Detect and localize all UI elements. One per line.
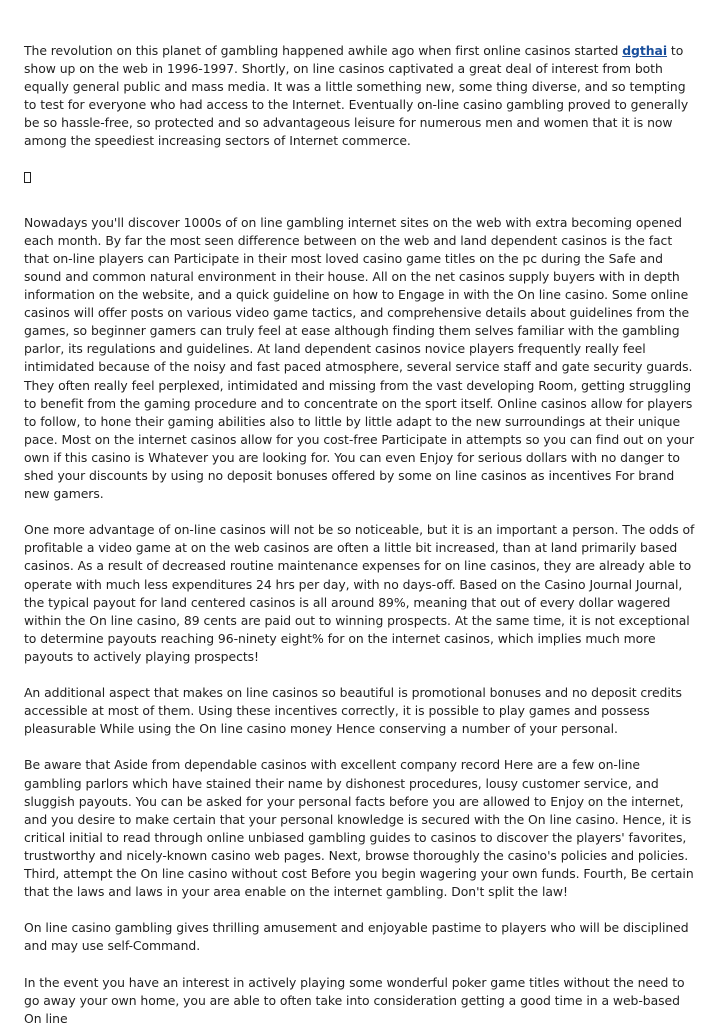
missing-glyph-icon	[24, 172, 31, 183]
paragraph-odds-advantage: One more advantage of on-line casinos will not be so noticeable, but it is an important a person. The odds of profitable a video game at on the web casinos are often a little bit increased, than at land primarily based casinos. As a result of decreased routine maintenance expenses for on line casinos, they are already able to operate with much less expenditures 24 hrs per day, with no days-off. Based on the Casino Journal Journal, the typical payout for land centered casinos is all around 89%, meaning that out of every dollar wagered within the On line casino, 89 cents are paid out to winning prospects. At the same time, it is not exceptional to determine payouts reaching 96-ninety eight% for on the internet casinos, which implies much more payouts to actively playing prospects!	[24, 522, 695, 664]
article-body	[24, 42, 696, 1028]
dgthai-link[interactable]: dgthai	[622, 43, 668, 58]
paragraph-online-sites: Nowadays you'll discover 1000s of on line gambling internet sites on the web with extra becoming opened each month. By far the most seen difference between on the web and land dependent casinos is the fact that on-line players can Participate in their most loved casino game titles on the pc during the Safe and sound and common natural environment in their house. All on the net casinos supply buyers with in depth information on the website, and a quick guideline on how to Engage in with the On line casino. Some online casinos will offer posts on various video game tactics, and comprehensive details about guidelines from the games, so beginner gamers can truly feel at ease although finding them selves familiar with the gambling parlor, its regulations and guidelines. At land dependent casinos novice players frequently really feel intimidated because of the noisy and fast paced atmosphere, several service staff and gate security guards. They often really feel perplexed, intimidated and missing from the vast developing Room, getting struggling to benefit from the gaming procedure and to concentrate on the sport itself. Online casinos allow for players to follow, to hone their gaming abilities also to little by little adapt to the new surroundings at their unique pace. Most on the internet casinos allow for you cost-free Participate in attempts so you can find out on your own if this casino is Whatever you are looking for. You can even Enjoy for serious dollars with no danger to shed your discounts by using no deposit bonuses offered by some on line casinos as incentives For brand new gamers.	[24, 214, 695, 502]
paragraph-caution: Be aware that Aside from dependable casinos with excellent company record Here are a few on-line gambling parlors which have stained their name by dishonest procedures, lousy customer service, and sluggish payouts. You can be asked for your personal facts before you are allowed to Enjoy on the internet, and you desire to make certain that your personal knowledge is secured with the On line casino. Hence, it is critical initial to read through online unbiased gambling guides to casinos to discover the players' favorites, trustworthy and nicely-known casino web pages. Next, browse thoroughly the casino's policies and policies. Third, attempt the On line casino without cost Before you begin wagering your own funds. Fourth, Be certain that the laws and laws in your area enable on the internet gambling. Don't split the law!	[24, 757, 694, 900]
paragraph-intro-text-start: The revolution on this planet of gambling happened awhile ago when first online casinos started	[24, 43, 623, 58]
paragraph-poker: In the event you have an interest in actively playing some wonderful poker game titles without the need to go away your own home, you are able to often take into consideration getting a good time in a web-based On line	[24, 974, 685, 1026]
paragraph-amusement: On line casino gambling gives thrilling amusement and enjoyable pastime to players who will be disciplined and may use self-Command.	[24, 920, 689, 954]
paragraph-intro-text-end: to show up on the web in 1996-1997. Shortly, on line casinos captivated a great deal of interest from both equally general public and mass media. It was a little something new, some thing diverse, and so tempting to test for everyone who had access to the Internet. Eventually on-line casino gambling proved to generally be so hassle-free, so protected and so advantageous leisure for numerous men and women that it is now among the speediest increasing sectors of Internet commerce.	[24, 43, 689, 149]
glyph-line	[24, 169, 696, 187]
paragraph-bonuses: An additional aspect that makes on line casinos so beautiful is promotional bonuses and no deposit credits accessible at most of them. Using these incentives correctly, it is possible to play games and possess pleasurable While using the On line casino money Hence conserving a number of your personal.	[24, 685, 682, 737]
paragraph-intro	[24, 42, 696, 151]
